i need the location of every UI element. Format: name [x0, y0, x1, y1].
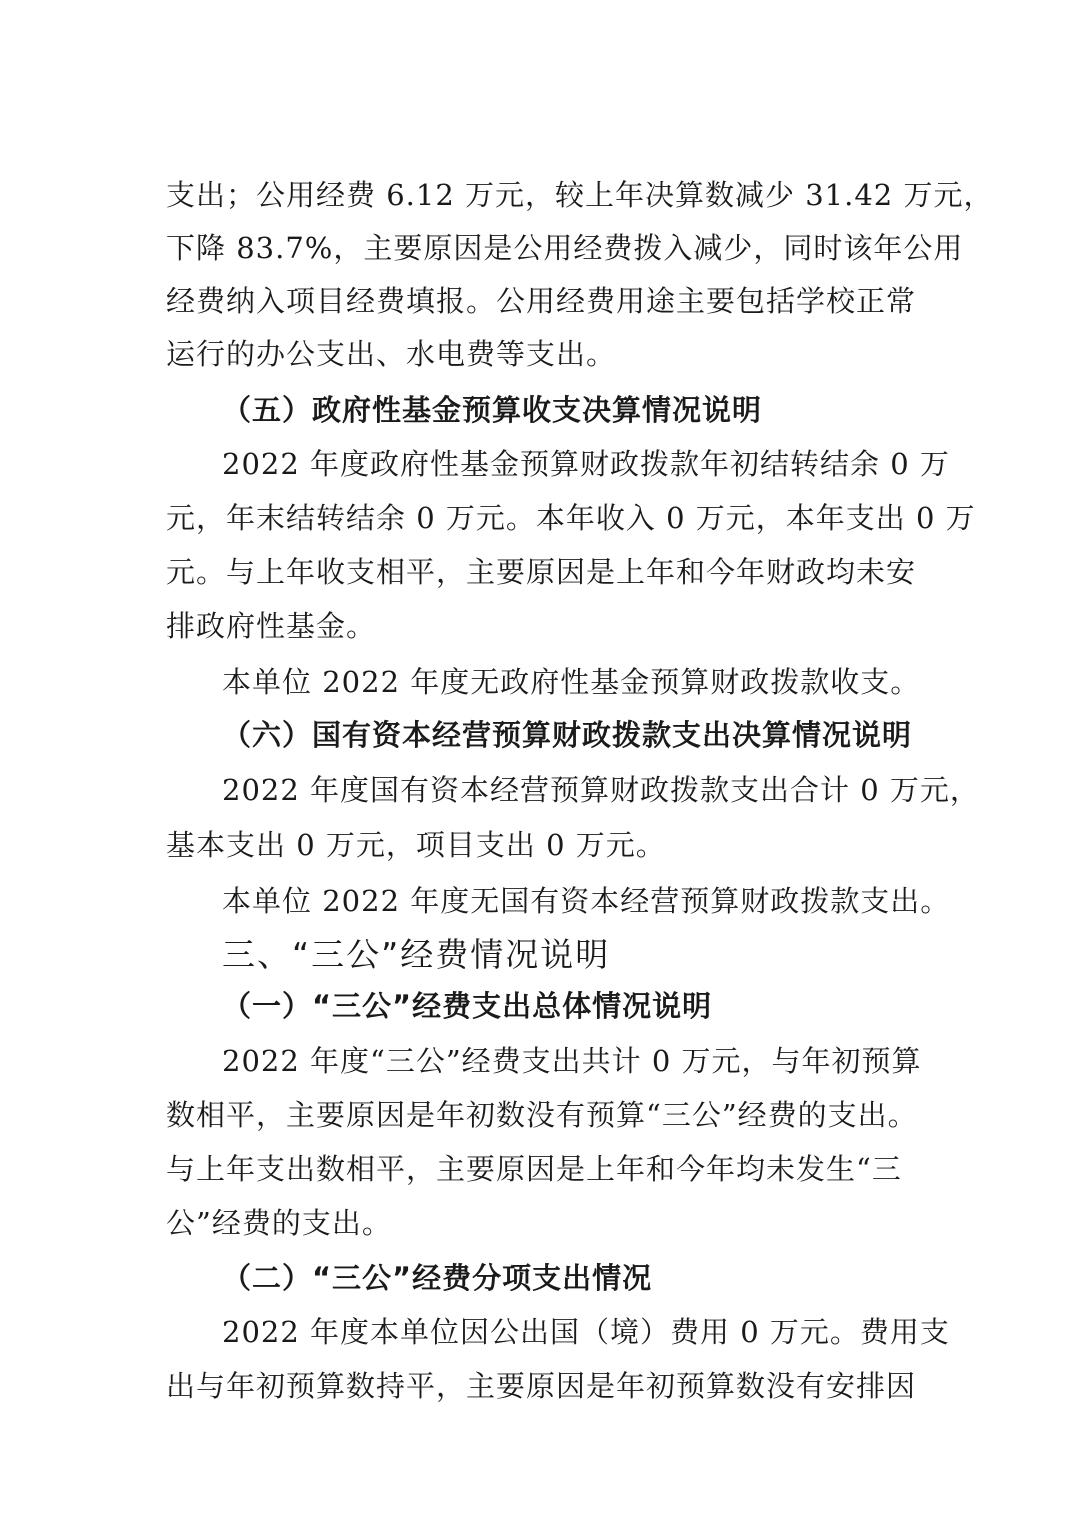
paragraph-line: 本单位 2022 年度无国有资本经营预算财政拨款支出。: [222, 884, 951, 918]
section-heading-5: （五）政府性基金预算收支决算情况说明: [222, 393, 763, 427]
paragraph-line: 支出；公用经费 6.12 万元，较上年决算数减少 31.42 万元，: [166, 178, 994, 212]
paragraph-line: 排政府性基金。: [166, 609, 377, 643]
paragraph-line: 元，年末结转结余 0 万元。本年收入 0 万元，本年支出 0 万: [166, 501, 976, 535]
section-heading-2: （二）“三公”经费分项支出情况: [222, 1261, 653, 1295]
section-heading-1: （一）“三公”经费支出总体情况说明: [222, 989, 713, 1023]
paragraph-line: 运行的办公支出、水电费等支出。: [166, 337, 617, 371]
paragraph-line: 本单位 2022 年度无政府性基金预算财政拨款收支。: [222, 665, 921, 699]
paragraph-line: 2022 年度国有资本经营预算财政拨款支出合计 0 万元，: [222, 773, 980, 807]
paragraph-line: 基本支出 0 万元，项目支出 0 万元。: [166, 828, 666, 862]
paragraph-line: 下降 83.7%，主要原因是公用经费拨入减少，同时该年公用: [166, 231, 964, 265]
paragraph-line: 出与年初预算数持平，主要原因是年初预算数没有安排因: [166, 1369, 917, 1403]
chapter-heading-3: 三、“三公”经费情况说明: [222, 935, 611, 974]
paragraph-line: 2022 年度政府性基金预算财政拨款年初结转结余 0 万: [222, 447, 950, 481]
paragraph-line: 2022 年度本单位因公出国（境）费用 0 万元。费用支: [222, 1315, 950, 1349]
section-heading-6: （六）国有资本经营预算财政拨款支出决算情况说明: [222, 718, 913, 752]
paragraph-line: 公”经费的支出。: [166, 1206, 392, 1240]
paragraph-line: 经费纳入项目经费填报。公用经费用途主要包括学校正常: [166, 284, 917, 318]
paragraph-line: 与上年支出数相平，主要原因是上年和今年均未发生“三: [166, 1152, 902, 1186]
paragraph-line: 数相平，主要原因是年初数没有预算“三公”经费的支出。: [166, 1098, 918, 1132]
paragraph-line: 元。与上年收支相平，主要原因是上年和今年财政均未安: [166, 555, 917, 589]
paragraph-line: 2022 年度“三公”经费支出共计 0 万元，与年初预算: [222, 1044, 922, 1078]
